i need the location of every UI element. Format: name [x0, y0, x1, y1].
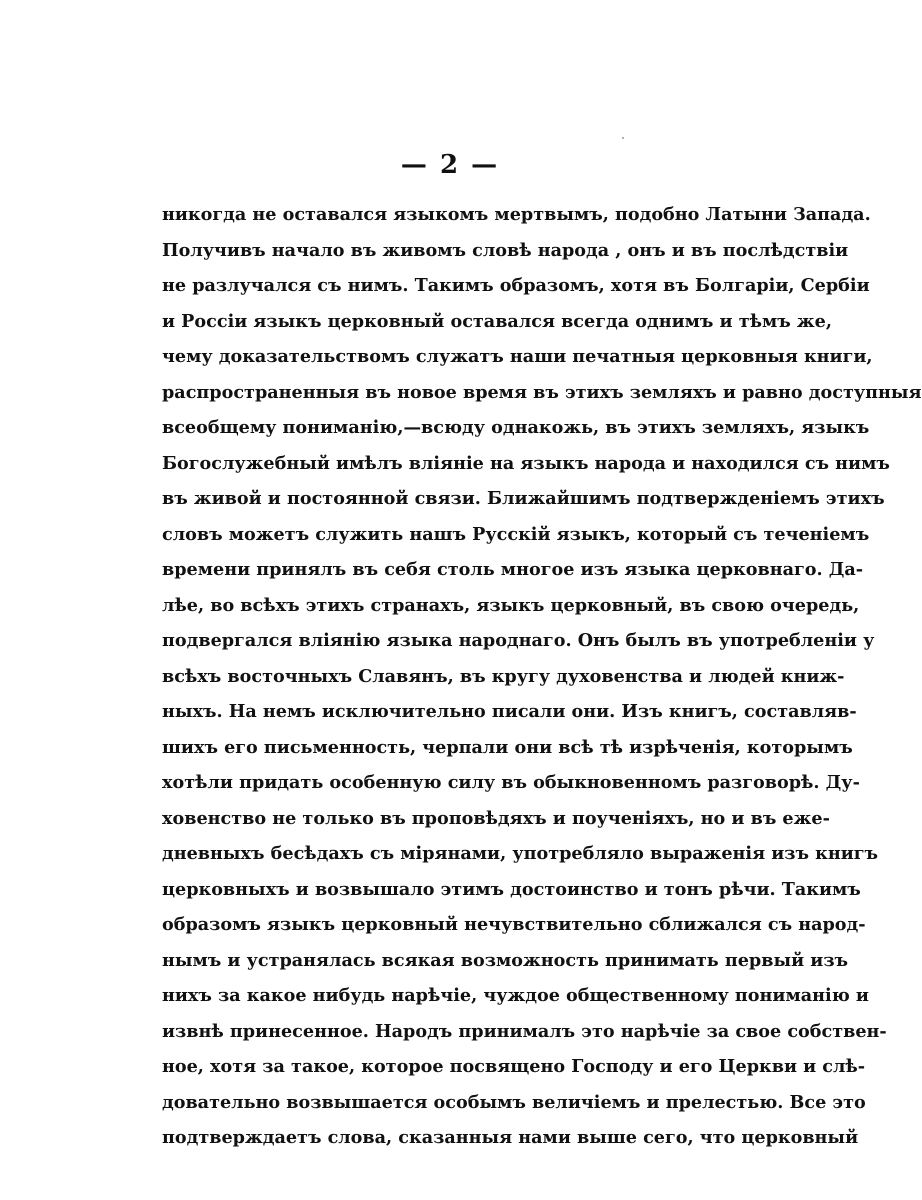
- text-line: словъ можетъ служить нашъ Русскій языкъ, который съ теченіемъ: [162, 523, 870, 545]
- text-line: подвергался вліянію языка народнаго. Онъ былъ въ употребленіи у: [162, 630, 875, 651]
- text-line: довательно возвышается особымъ величіемъ и прелестью. Все это: [162, 1091, 866, 1113]
- text-line: времени принялъ въ себя столь многое изъ языка церковнаго. Да-: [162, 559, 864, 580]
- text-line: подтверждаетъ слова, сказанныя нами выше сего, что церковный: [162, 1127, 859, 1148]
- paper-speck: [622, 137, 624, 139]
- text-line: всѣхъ восточныхъ Славянъ, въ кругу духовенства и людей книж-: [162, 665, 845, 687]
- text-line: хотѣли придать особенную силу въ обыкновенномъ разговорѣ. Ду-: [162, 772, 860, 793]
- text-line: въ живой и постоянной связи. Ближайшимъ подтвержденіемъ этихъ: [162, 488, 885, 509]
- text-line: ныхъ. На немъ исключительно писали они. Изъ книгъ, составляв-: [162, 701, 857, 722]
- text-line: церковныхъ и возвышало этимъ достоинство и тонъ рѣчи. Такимъ: [162, 878, 861, 900]
- text-line: дневныхъ бесѣдахъ съ мірянами, употребляло выраженія изъ книгъ: [162, 843, 879, 864]
- text-line: не разлучался съ нимъ. Такимъ образомъ, хотя въ Болгаріи, Сербіи: [162, 275, 870, 296]
- text-line: Получивъ начало въ живомъ словѣ народа , онъ и въ послѣдствіи: [162, 239, 849, 261]
- text-line: нымъ и устранялась всякая возможность принимать первый изъ: [162, 949, 849, 971]
- text-line: извнѣ принесенное. Народъ принималъ это нарѣчіе за свое собствен-: [162, 1020, 887, 1042]
- text-line: образомъ языкъ церковный нечувствительно сближался съ народ-: [162, 914, 866, 935]
- text-line: нихъ за какое нибудь нарѣчіе, чуждое общественному пониманію и: [162, 985, 869, 1006]
- body-text: [162, 197, 922, 1156]
- text-line: никогда не оставался языкомъ мертвымъ, подобно Латыни Запада.: [162, 204, 871, 225]
- text-line: всеобщему пониманію,—всюду однакожь, въ этихъ земляхъ, языкъ: [162, 417, 870, 438]
- text-line: чему доказательствомъ служатъ наши печатныя церковныя книги,: [162, 346, 873, 367]
- text-line: распространенныя въ новое время въ этихъ земляхъ и равно доступныя: [162, 381, 922, 403]
- text-line: ховенство не только въ проповѣдяхъ и поученіяхъ, но и въ еже-: [162, 807, 830, 829]
- text-line: лѣе, во всѣхъ этихъ странахъ, языкъ церковный, въ свою очередь,: [162, 594, 860, 616]
- text-line: ное, хотя за такое, которое посвящено Господу и его Церкви и слѣ-: [162, 1056, 866, 1077]
- page-number: — 2 —: [400, 150, 500, 180]
- text-line: и Россіи языкъ церковный оставался всегда однимъ и тѣмъ же,: [162, 310, 832, 332]
- text-line: Богослужебный имѣлъ вліяніе на языкъ народа и находился съ нимъ: [162, 452, 890, 474]
- text-line: шихъ его письменность, черпали они всѣ тѣ изрѣченія, которымъ: [162, 736, 853, 758]
